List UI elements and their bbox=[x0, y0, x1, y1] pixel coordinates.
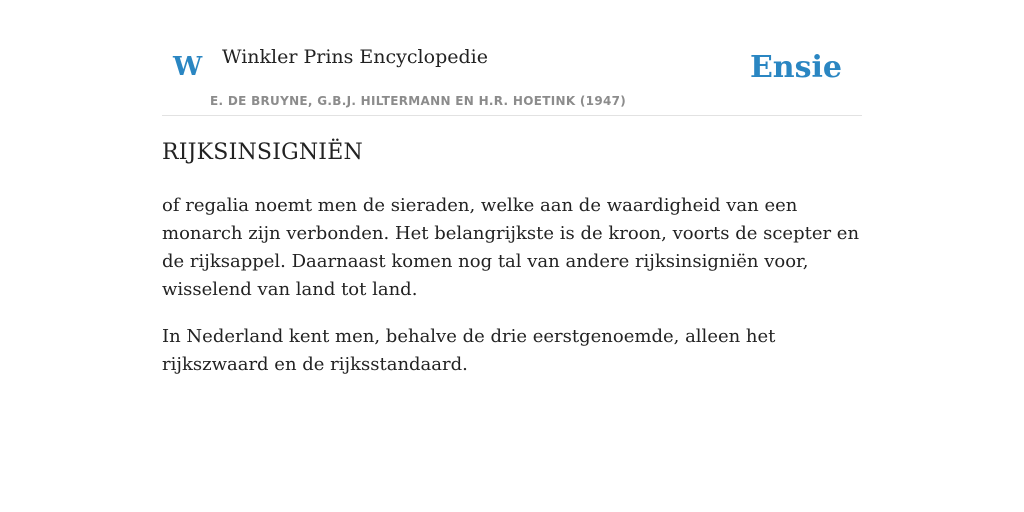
entry-paragraph: In Nederland kent men, behalve de drie eerstgenoemde, alleen het rijkszwaard en de rijksstandaard. bbox=[162, 326, 776, 375]
entry-body bbox=[162, 192, 862, 398]
entry-title: RIJKSINSIGNIËN bbox=[162, 140, 363, 165]
page bbox=[162, 0, 862, 375]
entry-paragraph: of regalia noemt men de sieraden, welke aan de waardigheid van een monarch zijn verbonden. Het belangrijkste is de kroon, voorts de scepter en de rijksappel. Daarnaast komen nog tal van andere rijksinsigniën voor, wisselend van land tot land. bbox=[162, 195, 860, 300]
encyclopedia-logo[interactable]: W bbox=[173, 52, 203, 82]
ensie-logo[interactable]: Ensie bbox=[749, 50, 842, 85]
authors-line: E. DE BRUYNE, G.B.J. HILTERMANN EN H.R. HOETINK (1947) bbox=[210, 94, 627, 108]
encyclopedia-title[interactable]: Winkler Prins Encyclopedie bbox=[222, 46, 488, 68]
header bbox=[162, 0, 862, 116]
